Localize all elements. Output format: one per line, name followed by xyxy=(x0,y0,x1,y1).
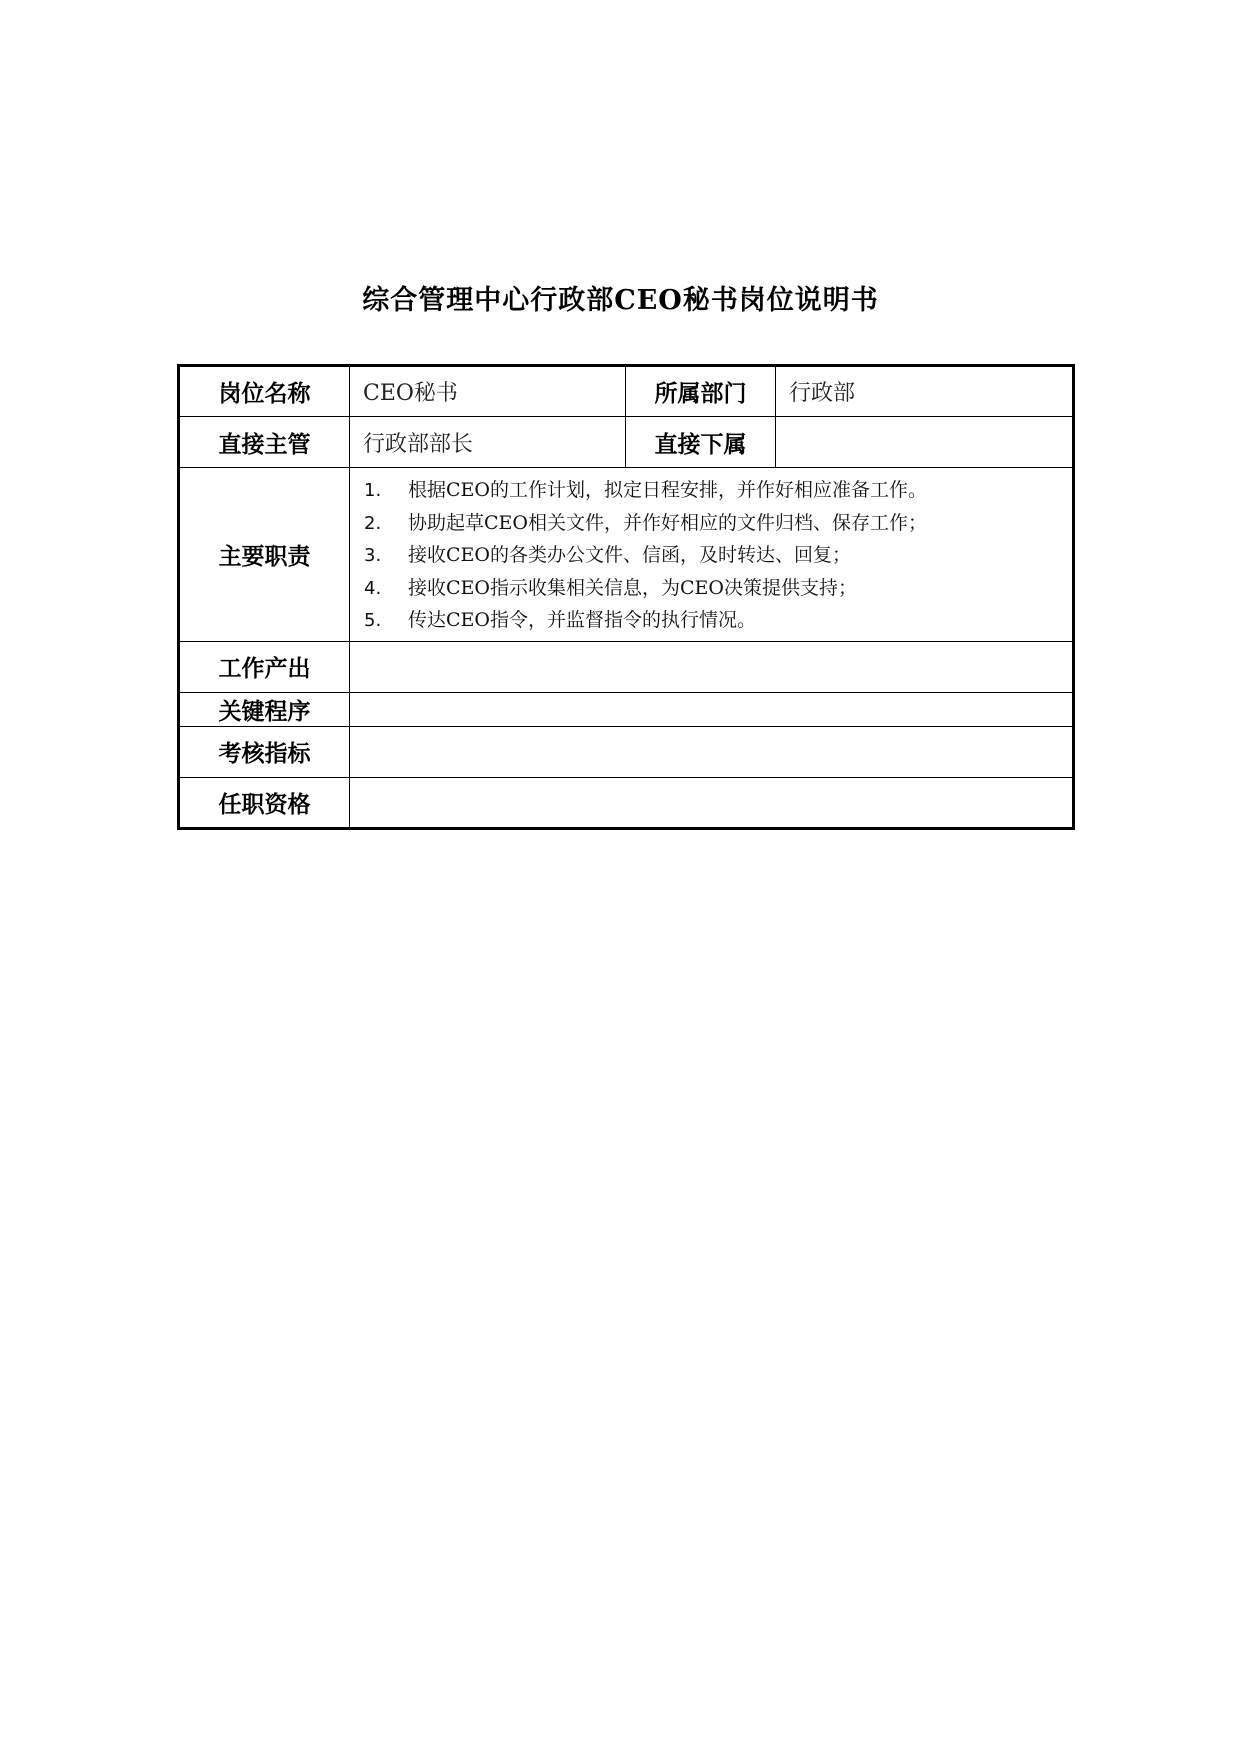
row-output xyxy=(179,641,1074,692)
duty-number: 2. xyxy=(364,512,382,534)
duty-text: 协助起草CEO相关文件，并作好相应的文件归档、保存工作； xyxy=(408,511,927,534)
job-description-table xyxy=(177,364,1075,830)
duty-text: 接收CEO指示收集相关信息，为CEO决策提供支持； xyxy=(408,576,857,599)
kpi-value xyxy=(350,726,1074,777)
duty-number: 3. xyxy=(364,545,382,566)
row-position xyxy=(179,366,1074,417)
subordinate-label: 直接下属 xyxy=(626,417,776,468)
position-name-value: CEO秘书 xyxy=(350,366,626,417)
supervisor-label: 直接主管 xyxy=(179,417,350,468)
duty-text: 接收CEO的各类办公文件、信函，及时转达、回复； xyxy=(408,544,851,566)
row-kpi xyxy=(179,726,1074,777)
qualification-label: 任职资格 xyxy=(179,777,350,828)
duty-item xyxy=(350,604,1072,637)
duty-item xyxy=(350,474,1072,507)
duty-item xyxy=(350,539,1072,572)
document-title: 综合管理中心行政部CEO秘书岗位说明书 xyxy=(362,285,879,316)
supervisor-value: 行政部部长 xyxy=(350,417,626,468)
procedure-value xyxy=(350,692,1074,726)
duty-number: 5. xyxy=(364,610,382,631)
kpi-label: 考核指标 xyxy=(179,726,350,777)
duties-list xyxy=(350,468,1072,641)
duties-cell xyxy=(350,468,1074,642)
duties-label: 主要职责 xyxy=(179,468,350,642)
output-value xyxy=(350,641,1074,692)
subordinate-value xyxy=(776,417,1074,468)
department-label: 所属部门 xyxy=(626,366,776,417)
procedure-label: 关键程序 xyxy=(179,692,350,726)
duty-text: 传达CEO指令，并监督指令的执行情况。 xyxy=(408,609,756,631)
position-name-label: 岗位名称 xyxy=(179,366,350,417)
department-value: 行政部 xyxy=(776,366,1074,417)
output-label: 工作产出 xyxy=(179,641,350,692)
duty-number: 1. xyxy=(364,480,382,501)
duty-text: 根据CEO的工作计划，拟定日程安排，并作好相应准备工作。 xyxy=(408,479,927,501)
duty-item xyxy=(350,507,1072,540)
row-qualification xyxy=(179,777,1074,828)
qualification-value xyxy=(350,777,1074,828)
row-supervisor xyxy=(179,417,1074,468)
duty-number: 4. xyxy=(364,577,382,599)
row-procedure xyxy=(179,692,1074,726)
duty-item xyxy=(350,572,1072,605)
row-duties xyxy=(179,468,1074,642)
